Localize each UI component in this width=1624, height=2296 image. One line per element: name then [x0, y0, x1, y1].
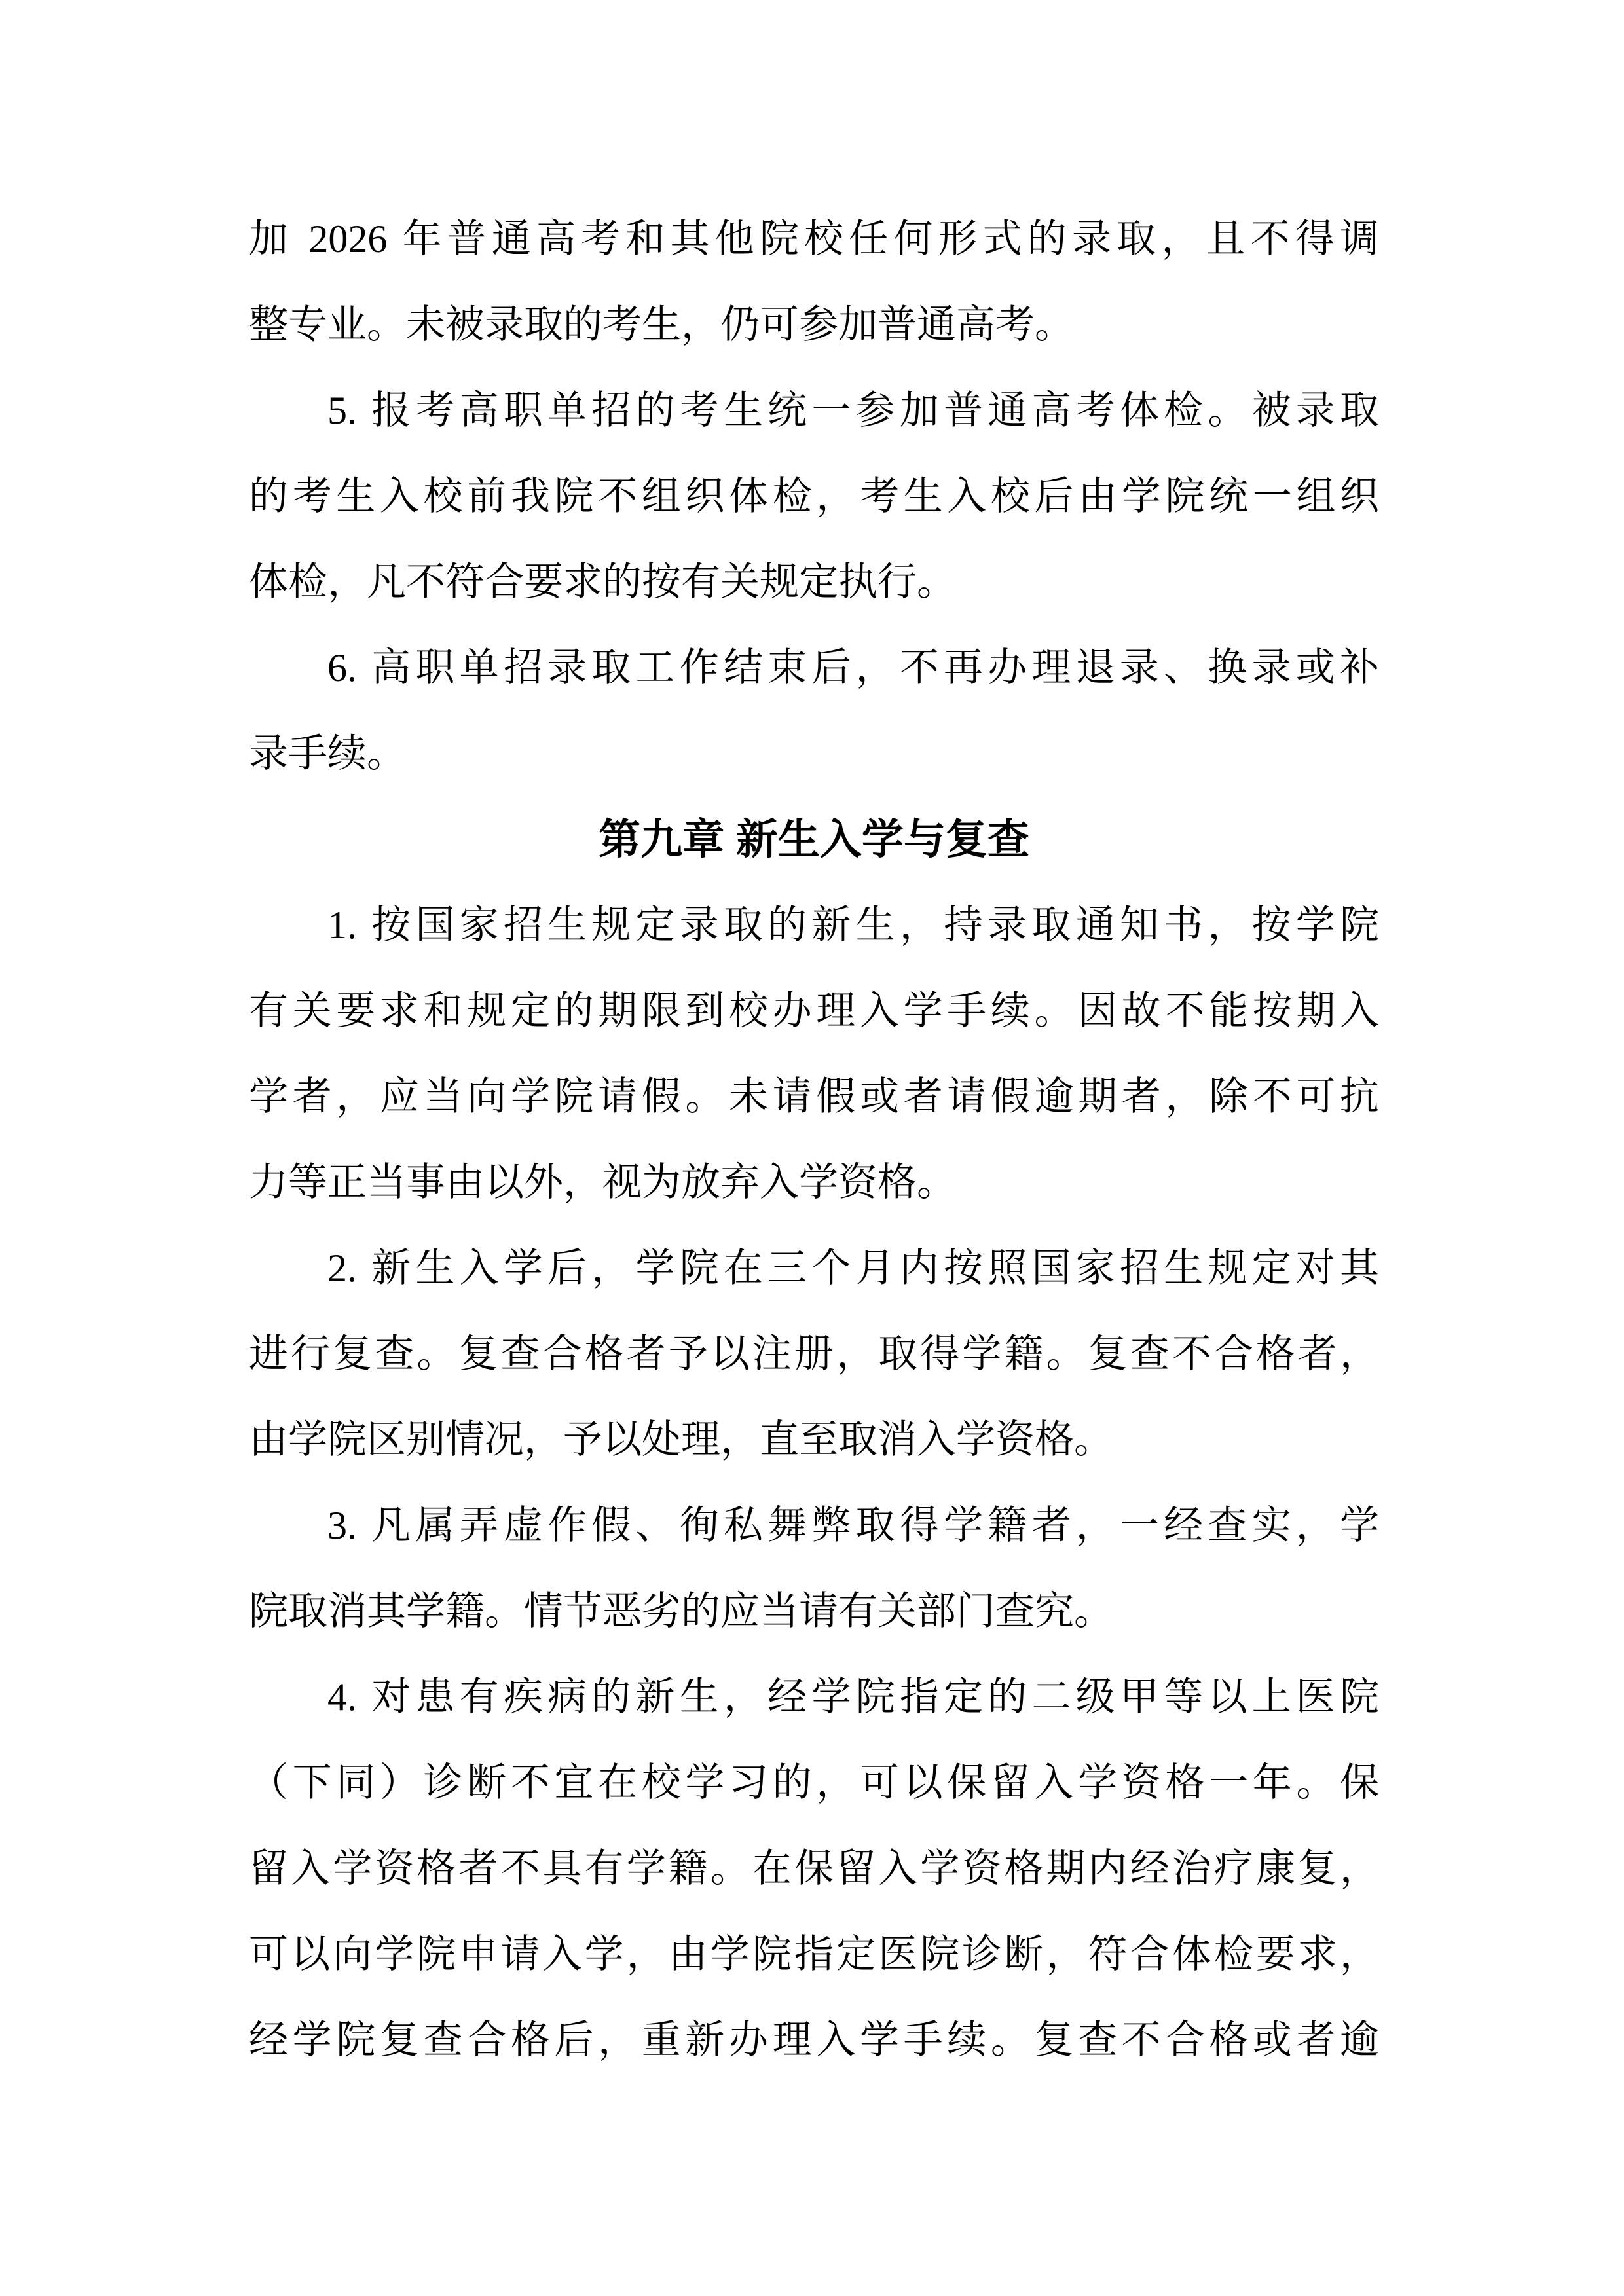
text-line: 录手续。: [249, 732, 406, 775]
text-line: 整专业。未被录取的考生，仍可参加普通高考。: [249, 303, 1074, 346]
text-line: 6. 高职单招录取工作结束后，不再办理退录、换录或补: [327, 646, 1379, 689]
section-post-heading: [249, 883, 1379, 2083]
text-line: 体检，凡不符合要求的按有关规定执行。: [249, 560, 956, 604]
text-line: 有关要求和规定的期限到校办理入学手续。因故不能按期入: [249, 989, 1379, 1032]
text-line: 可以向学院申请入学，由学院指定医院诊断，符合体检要求，: [249, 1933, 1379, 1976]
paragraph: [249, 625, 1379, 797]
paragraph: [249, 196, 1379, 368]
document-body: [249, 196, 1379, 2083]
chapter-heading: 第九章 新生入学与复查: [599, 816, 1029, 863]
text-line: 的考生入校前我院不组织体检，考生入校后由学院统一组织: [249, 475, 1379, 518]
text-line: 力等正当事由以外，视为放弃入学资格。: [249, 1161, 956, 1204]
paragraph: [249, 1226, 1379, 1483]
text-line: 5. 报考高职单招的考生统一参加普通高考体检。被录取: [327, 389, 1379, 432]
text-line: （下同）诊断不宜在校学习的，可以保留入学资格一年。保: [249, 1761, 1379, 1804]
text-line: 3. 凡属弄虚作假、徇私舞弊取得学籍者，一经查实，学: [327, 1504, 1379, 1547]
text-line: 1. 按国家招生规定录取的新生，持录取通知书，按学院: [327, 903, 1379, 947]
paragraph: [249, 883, 1379, 1226]
text-line: 留入学资格者不具有学籍。在保留入学资格期内经治疗康复，: [249, 1847, 1379, 1890]
text-line: 学者，应当向学院请假。未请假或者请假逾期者，除不可抗: [249, 1075, 1379, 1118]
text-line: 加 2026 年普通高考和其他院校任何形式的录取，且不得调: [249, 217, 1379, 261]
text-line: 经学院复查合格后，重新办理入学手续。复查不合格或者逾: [249, 2018, 1379, 2062]
paragraph: [249, 1654, 1379, 2083]
text-line: 进行复查。复查合格者予以注册，取得学籍。复查不合格者，: [249, 1332, 1379, 1376]
text-line: 4. 对患有疾病的新生，经学院指定的二级甲等以上医院: [327, 1675, 1379, 1719]
text-line: 由学院区别情况，予以处理，直至取消入学资格。: [249, 1418, 1113, 1461]
paragraph: [249, 368, 1379, 625]
section-pre-heading: [249, 196, 1379, 797]
text-line: 院取消其学籍。情节恶劣的应当请有关部门查究。: [249, 1590, 1113, 1633]
paragraph: [249, 1483, 1379, 1654]
text-line: 2. 新生入学后，学院在三个月内按照国家招生规定对其: [327, 1247, 1379, 1290]
